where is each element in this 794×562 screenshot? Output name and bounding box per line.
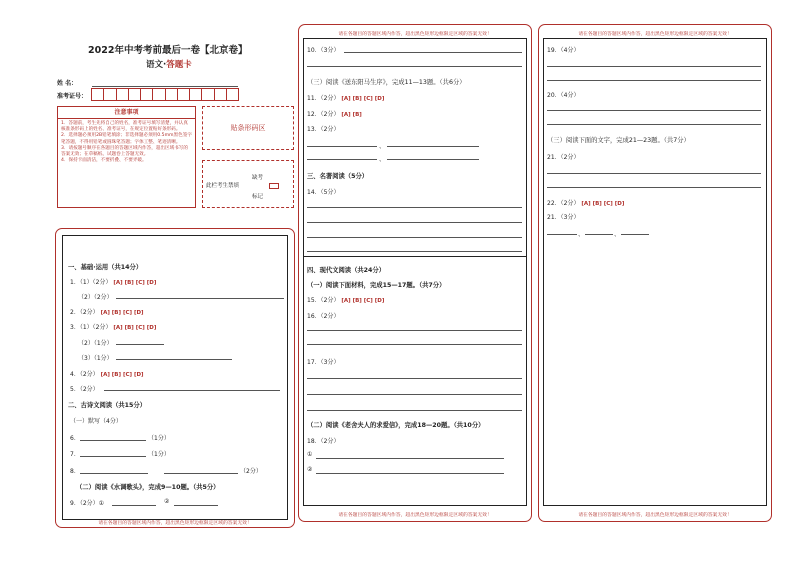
q20: 20．（4分）: [547, 92, 580, 99]
section-3b-title: 三、名著阅读（5分）: [307, 173, 369, 180]
option-c[interactable]: [C]: [363, 96, 373, 102]
option-a[interactable]: [A]: [113, 280, 123, 286]
option-a[interactable]: [A]: [341, 298, 351, 304]
q14: 14．（5分）: [307, 189, 340, 196]
q8: 8．: [70, 468, 80, 475]
section-4-title: 四、现代文阅读（共24分）: [307, 267, 386, 274]
option-b[interactable]: [B]: [111, 372, 122, 378]
q1-2: （2）（2分）: [78, 294, 113, 301]
option-c[interactable]: [C]: [135, 325, 145, 331]
q3-1: 3．（1）（2分） [A] [B] [C] [D]: [70, 324, 157, 331]
section-3-title: （三）阅读《送东阳马生序》，完成11—13题。（共6分）: [307, 79, 466, 86]
answer-line[interactable]: [307, 146, 377, 147]
q18-circle-1: ①: [307, 451, 313, 458]
notice-item-4: 4．保持卡面清洁，不要折叠、不要弄破。: [61, 158, 147, 164]
option-b[interactable]: [B]: [592, 201, 602, 207]
option-d[interactable]: [D]: [374, 298, 385, 304]
q22: 22．（2分） [A] [B] [C] [D]: [547, 200, 625, 207]
answer-line[interactable]: [116, 359, 232, 360]
answer-line[interactable]: [104, 390, 280, 391]
answer-line[interactable]: [387, 159, 479, 160]
q15: 15．（2分） [A] [B] [C] [D]: [307, 297, 385, 304]
answer-line[interactable]: [307, 394, 522, 395]
sep-dot: 、: [379, 156, 386, 163]
notice-item-3: 3．请按题号顺序在各题目的答题区域内作答，超出区域书写的答案无效；在草稿纸、试题卷上答题无效。: [61, 145, 188, 158]
answer-line[interactable]: [547, 187, 761, 188]
q6-points: （1分）: [148, 435, 170, 442]
option-a[interactable]: [A]: [100, 310, 110, 316]
option-d[interactable]: [D]: [146, 280, 157, 286]
name-label: 姓 名：: [57, 80, 78, 87]
notice-item-2: 2．选择题必须用2B铅笔填涂；非选择题必须用0.5mm黑色签字笔答题，不得用铅笔或圆珠笔答题；字体工整、笔迹清晰。: [61, 133, 192, 145]
answer-line[interactable]: [307, 237, 522, 238]
warning-col3-top: 请在各题目的答题区域内作答，超出黑色矩形边框限定区域的答案无效！: [578, 32, 732, 37]
option-a[interactable]: [A]: [100, 372, 110, 378]
option-d[interactable]: [D]: [133, 372, 144, 378]
q23: 21．（3分）: [547, 214, 580, 221]
answer-line[interactable]: [547, 110, 761, 111]
q4: 4．（2分） [A] [B] [C] [D]: [70, 371, 144, 378]
option-b[interactable]: [B]: [111, 310, 122, 316]
option-b[interactable]: [B]: [352, 298, 362, 304]
option-b[interactable]: [B]: [124, 325, 134, 331]
q10: 10．（3分）: [307, 47, 340, 54]
warning-col1: 请在各题目的答题区域内作答，超出黑色矩形边框限定区域的答案无效！: [98, 521, 252, 526]
answer-line[interactable]: [112, 505, 156, 506]
q7-points: （1分）: [148, 451, 170, 458]
section-4a-title: （一）阅读下面材料，完成15—17题。（共7分）: [307, 282, 446, 289]
option-a[interactable]: [A]: [581, 201, 591, 207]
section-1-title: 一、基础·运用（共14分）: [68, 264, 143, 271]
panel-part-2-box-a: [303, 38, 527, 257]
answer-line[interactable]: [316, 473, 504, 474]
option-c[interactable]: [C]: [122, 310, 133, 316]
q8-points: （2分）: [240, 468, 262, 475]
warning-col2-bottom: 请在各题目的答题区域内作答，超出黑色矩形边框限定区域的答案无效！: [338, 513, 492, 518]
answer-line[interactable]: [80, 440, 146, 441]
panel-part-3-box: [543, 38, 767, 506]
warning-col3-bottom: 请在各题目的答题区域内作答，超出黑色矩形边框限定区域的答案无效！: [578, 513, 732, 518]
exam-title: 2022年中考考前最后一卷【北京卷】: [88, 45, 248, 56]
q5: 5．（2分）: [70, 386, 99, 393]
answer-line[interactable]: [387, 146, 479, 147]
section-5-title: （三）阅读下面的文字，完成21—23题。（共7分）: [547, 137, 690, 144]
answer-line[interactable]: [307, 410, 522, 411]
sep-dot: 、: [379, 143, 386, 150]
option-d[interactable]: [D]: [133, 310, 144, 316]
subject-line: 语文·答题卡: [146, 60, 192, 70]
absent-mark-2: 标记: [252, 194, 264, 200]
sep-dot: 、: [614, 231, 621, 238]
option-b[interactable]: [B]: [352, 112, 362, 118]
q9-2: ②: [164, 498, 170, 505]
answer-line[interactable]: [307, 378, 522, 379]
name-field[interactable]: [92, 86, 238, 87]
section-2-title: 二、古诗文阅读（共15分）: [68, 402, 147, 409]
answer-line[interactable]: [174, 505, 218, 506]
answer-line[interactable]: [344, 52, 522, 53]
answer-line[interactable]: [116, 298, 284, 299]
section-2b-title: （二）阅读《水调歌头》，完成9—10题。（共5分）: [76, 484, 220, 491]
sep-dot: 、: [578, 231, 585, 238]
answer-line[interactable]: [116, 344, 164, 345]
option-b[interactable]: [B]: [352, 96, 362, 102]
absent-mark-1: 缺考: [252, 175, 264, 181]
absent-text: 此栏考生禁填: [206, 183, 240, 189]
answer-line[interactable]: [307, 330, 522, 331]
notice-title: 注意事项: [58, 107, 195, 119]
section-4b-title: （二）阅读《老舍夫人的求爱信》，完成18—20题。（共10分）: [307, 422, 485, 429]
answer-line[interactable]: [307, 251, 522, 252]
answer-line[interactable]: [316, 458, 504, 459]
exam-number-boxes[interactable]: [91, 88, 239, 101]
option-b[interactable]: [B]: [124, 280, 134, 286]
option-d[interactable]: [D]: [374, 96, 385, 102]
q2: 2．（2分） [A] [B] [C] [D]: [70, 309, 144, 316]
q9: 9．（2分）①: [70, 500, 105, 507]
q1-1: 1．（1）（2分） [A] [B] [C] [D]: [70, 279, 157, 286]
q12: 12．（2分） [A] [B]: [307, 111, 362, 118]
answer-line[interactable]: [547, 234, 577, 235]
option-c[interactable]: [C]: [603, 201, 613, 207]
answer-line[interactable]: [164, 473, 238, 474]
q19: 19．（4分）: [547, 47, 580, 54]
warning-col2-top: 请在各题目的答题区域内作答，超出黑色矩形边框限定区域的答案无效！: [338, 32, 492, 37]
q11: 11．（2分） [A] [B] [C] [D]: [307, 95, 385, 102]
answer-line[interactable]: [307, 159, 377, 160]
answer-line[interactable]: [621, 234, 649, 235]
exam-number-label: 准考证号：: [57, 93, 88, 100]
q17: 17．（3分）: [307, 359, 340, 366]
answer-line[interactable]: [307, 222, 522, 223]
answer-line[interactable]: [547, 80, 761, 81]
q6: 6．: [70, 435, 80, 442]
q3-2: （2）（1分）: [78, 340, 113, 347]
answer-line[interactable]: [547, 173, 761, 174]
q13: 13．（2分）: [307, 126, 340, 133]
q18-circle-2: ②: [307, 466, 313, 473]
option-c[interactable]: [C]: [135, 280, 145, 286]
absent-box: [202, 160, 294, 208]
answer-line[interactable]: [80, 473, 148, 474]
answer-line[interactable]: [547, 124, 761, 125]
answer-line[interactable]: [307, 207, 522, 208]
q16: 16．（2分）: [307, 313, 340, 320]
q18: 18．（2分）: [307, 438, 340, 445]
option-d[interactable]: [D]: [146, 325, 157, 331]
option-c[interactable]: [C]: [363, 298, 373, 304]
option-c[interactable]: [C]: [122, 372, 133, 378]
answer-line[interactable]: [585, 234, 613, 235]
barcode-label: 贴条形码区: [230, 124, 266, 132]
option-d[interactable]: [D]: [614, 201, 625, 207]
option-a[interactable]: [A]: [113, 325, 123, 331]
section-2a-title: （一）默写（4分）: [70, 418, 122, 425]
barcode-area: [202, 106, 294, 150]
q21: 21．（2分）: [547, 154, 580, 161]
answer-line[interactable]: [307, 344, 522, 345]
notice-item-1: 1．答题前，考生先将自己的姓名，准考证号填写清楚，并认真核准条形码上的姓名、准考证号，在规定位置贴好条形码。: [61, 121, 188, 133]
answer-line[interactable]: [547, 66, 761, 67]
option-a[interactable]: [A]: [341, 112, 351, 118]
notice-box: [57, 106, 196, 208]
q3-3: （3）（1分）: [78, 355, 113, 362]
absent-checkbox[interactable]: [269, 183, 279, 189]
answer-line[interactable]: [307, 66, 522, 67]
answer-line[interactable]: [80, 456, 146, 457]
option-a[interactable]: [A]: [341, 96, 351, 102]
q7: 7．: [70, 451, 80, 458]
